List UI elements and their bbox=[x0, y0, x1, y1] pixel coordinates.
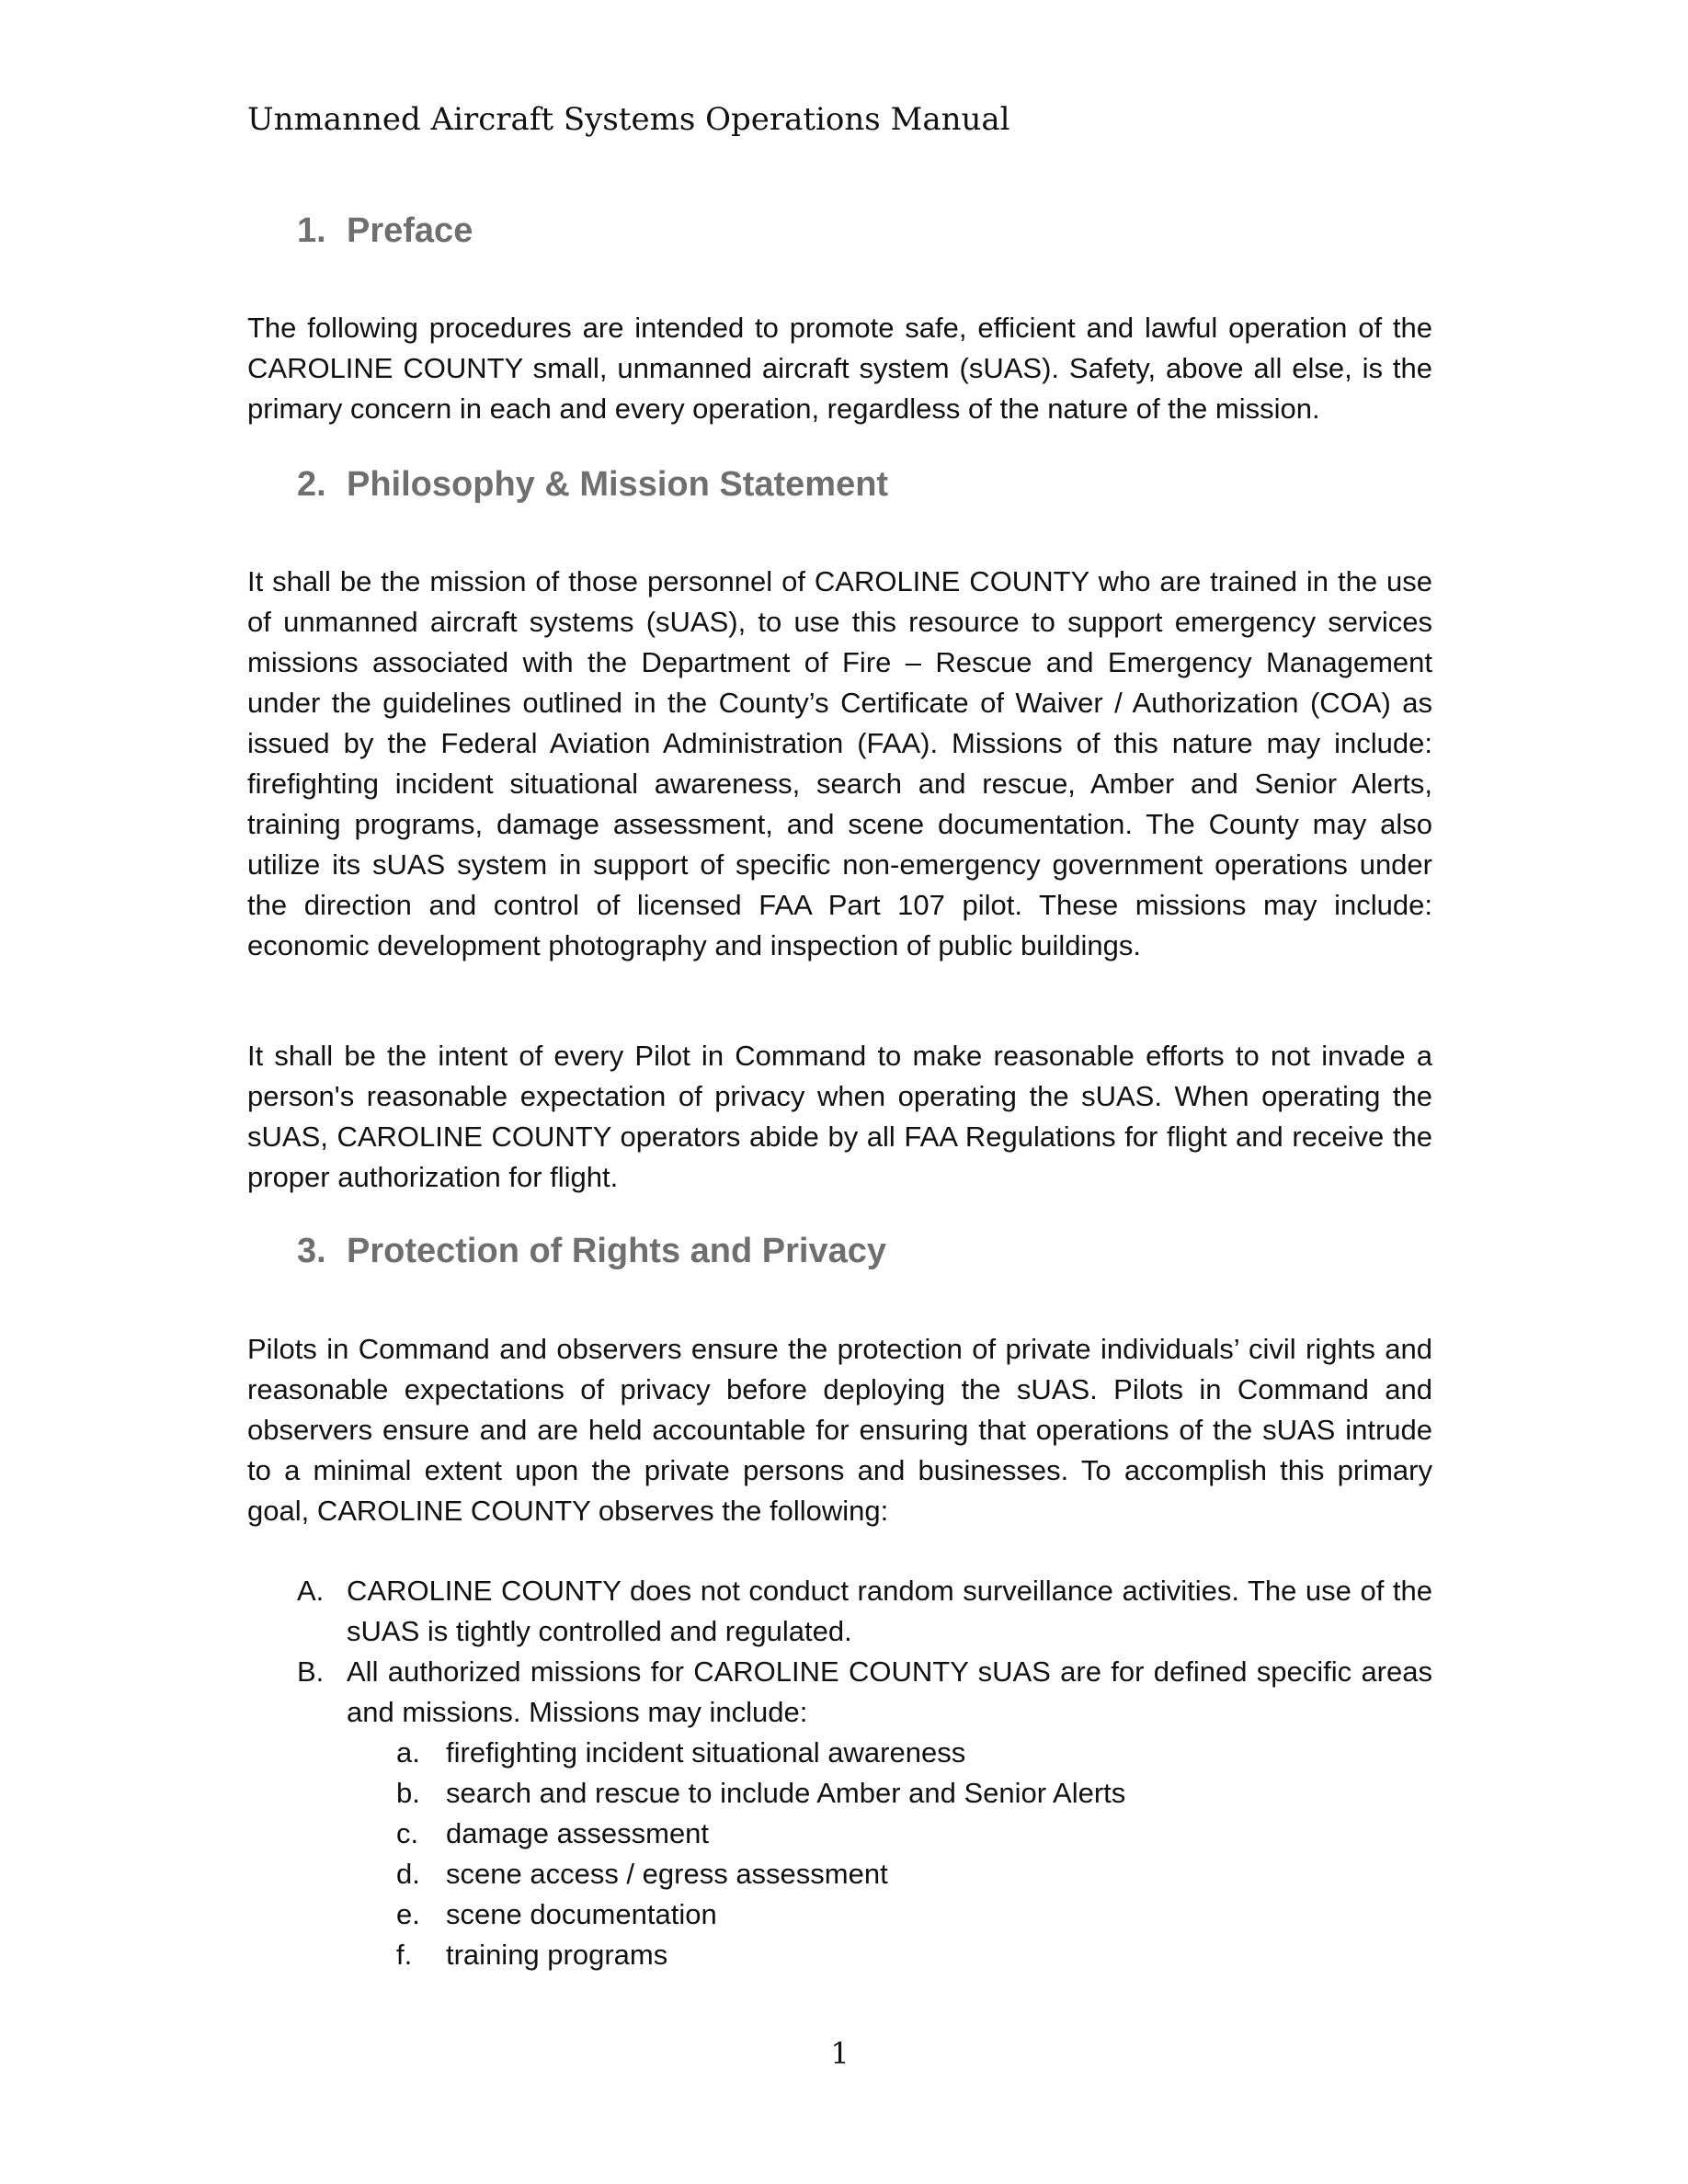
list-marker: A. bbox=[297, 1575, 325, 1607]
page-number: 1 bbox=[830, 2036, 850, 2071]
privacy-intent-paragraph: It shall be the intent of every Pilot in Command to make reasonable efforts to not invade a person's reasonable expectation of privacy when operating the sUAS. When operating the sUAS, CAROLINE COUNTY operators abide by all FAA Regulations for flight and receive the proper authorization for flight. bbox=[247, 1040, 1432, 1193]
sub-list-text: training programs bbox=[446, 1939, 668, 1971]
sub-list-marker: e. bbox=[396, 1898, 420, 1930]
list-item bbox=[297, 1652, 1432, 1975]
sub-list-marker: c. bbox=[396, 1817, 419, 1849]
sub-list-item bbox=[396, 1773, 1432, 1814]
mission-paragraph: It shall be the mission of those personnel of CAROLINE COUNTY who are trained in the use of unmanned aircraft systems (sUAS), to use this resource to support emergency services missions associated with the Department of Fire – Rescue and Emergency Management under the guidelines outlined in the County’s Certificate of Waiver / Authorization (COA) as issued by the Federal Aviation Administration (FAA). Missions of this nature may include: firefighting incident situational awareness, search and rescue, Amber and Senior Alerts, training programs, damage assessment, and scene documentation. The County may also utilize its sUAS system in support of specific non-emergency government operations under the direction and control of licensed FAA Part 107 pilot. These missions may include: economic development photography and inspection of public buildings. bbox=[247, 565, 1432, 961]
mission-sublist bbox=[347, 1733, 1432, 1975]
sub-list-item bbox=[396, 1894, 1432, 1935]
list-marker: B. bbox=[297, 1655, 325, 1688]
section-number: 2. bbox=[297, 465, 326, 504]
section-number: 1. bbox=[297, 211, 326, 250]
sub-list-item bbox=[396, 1854, 1432, 1894]
section-heading-philosophy bbox=[297, 461, 888, 507]
sub-list-item bbox=[396, 1814, 1432, 1854]
sub-list-marker: a. bbox=[396, 1736, 420, 1769]
list-item bbox=[297, 1571, 1432, 1652]
document-page bbox=[247, 0, 1432, 2184]
section-title: Philosophy & Mission Statement bbox=[347, 465, 889, 504]
running-header: Unmanned Aircraft Systems Operations Manual bbox=[247, 101, 1010, 138]
sub-list-text: scene access / egress assessment bbox=[446, 1858, 888, 1890]
list-item-text: CAROLINE COUNTY does not conduct random surveillance activities. The use of the sUAS is tightly controlled and regulated. bbox=[347, 1575, 1432, 1647]
sub-list-text: scene documentation bbox=[446, 1898, 717, 1930]
rights-paragraph: Pilots in Command and observers ensure the protection of private individuals’ civil rights and reasonable expectations of privacy before deploying the sUAS. Pilots in Command and observers ensure and are held accountable for ensuring that operations of the sUAS intrude to a minimal extent upon the private persons and businesses. To accomplish this primary goal, CAROLINE COUNTY observes the following: bbox=[247, 1333, 1432, 1527]
section-heading-rights-privacy bbox=[297, 1228, 886, 1274]
sub-list-item bbox=[396, 1733, 1432, 1773]
sub-list-text: search and rescue to include Amber and Senior Alerts bbox=[446, 1777, 1126, 1809]
sub-list-marker: f. bbox=[396, 1939, 413, 1971]
sub-list-text: firefighting incident situational awareness bbox=[446, 1736, 966, 1769]
section-number: 3. bbox=[297, 1232, 326, 1270]
sub-list-marker: d. bbox=[396, 1858, 420, 1890]
preface-paragraph: The following procedures are intended to promote safe, efficient and lawful operation of the CAROLINE COUNTY small, unmanned aircraft system (sUAS). Safety, above all else, is the primary concern in each and every operation, regardless of the nature of the mission. bbox=[247, 312, 1432, 425]
list-item-text: All authorized missions for CAROLINE COUNTY sUAS are for defined specific areas and missions. Missions may include: bbox=[347, 1655, 1432, 1728]
section-title: Protection of Rights and Privacy bbox=[347, 1232, 886, 1270]
policy-list bbox=[297, 1571, 1432, 1975]
sub-list-item bbox=[396, 1935, 1432, 1975]
section-title: Preface bbox=[347, 211, 473, 250]
section-heading-preface bbox=[297, 208, 473, 254]
sub-list-text: damage assessment bbox=[446, 1817, 710, 1849]
sub-list-marker: b. bbox=[396, 1777, 420, 1809]
